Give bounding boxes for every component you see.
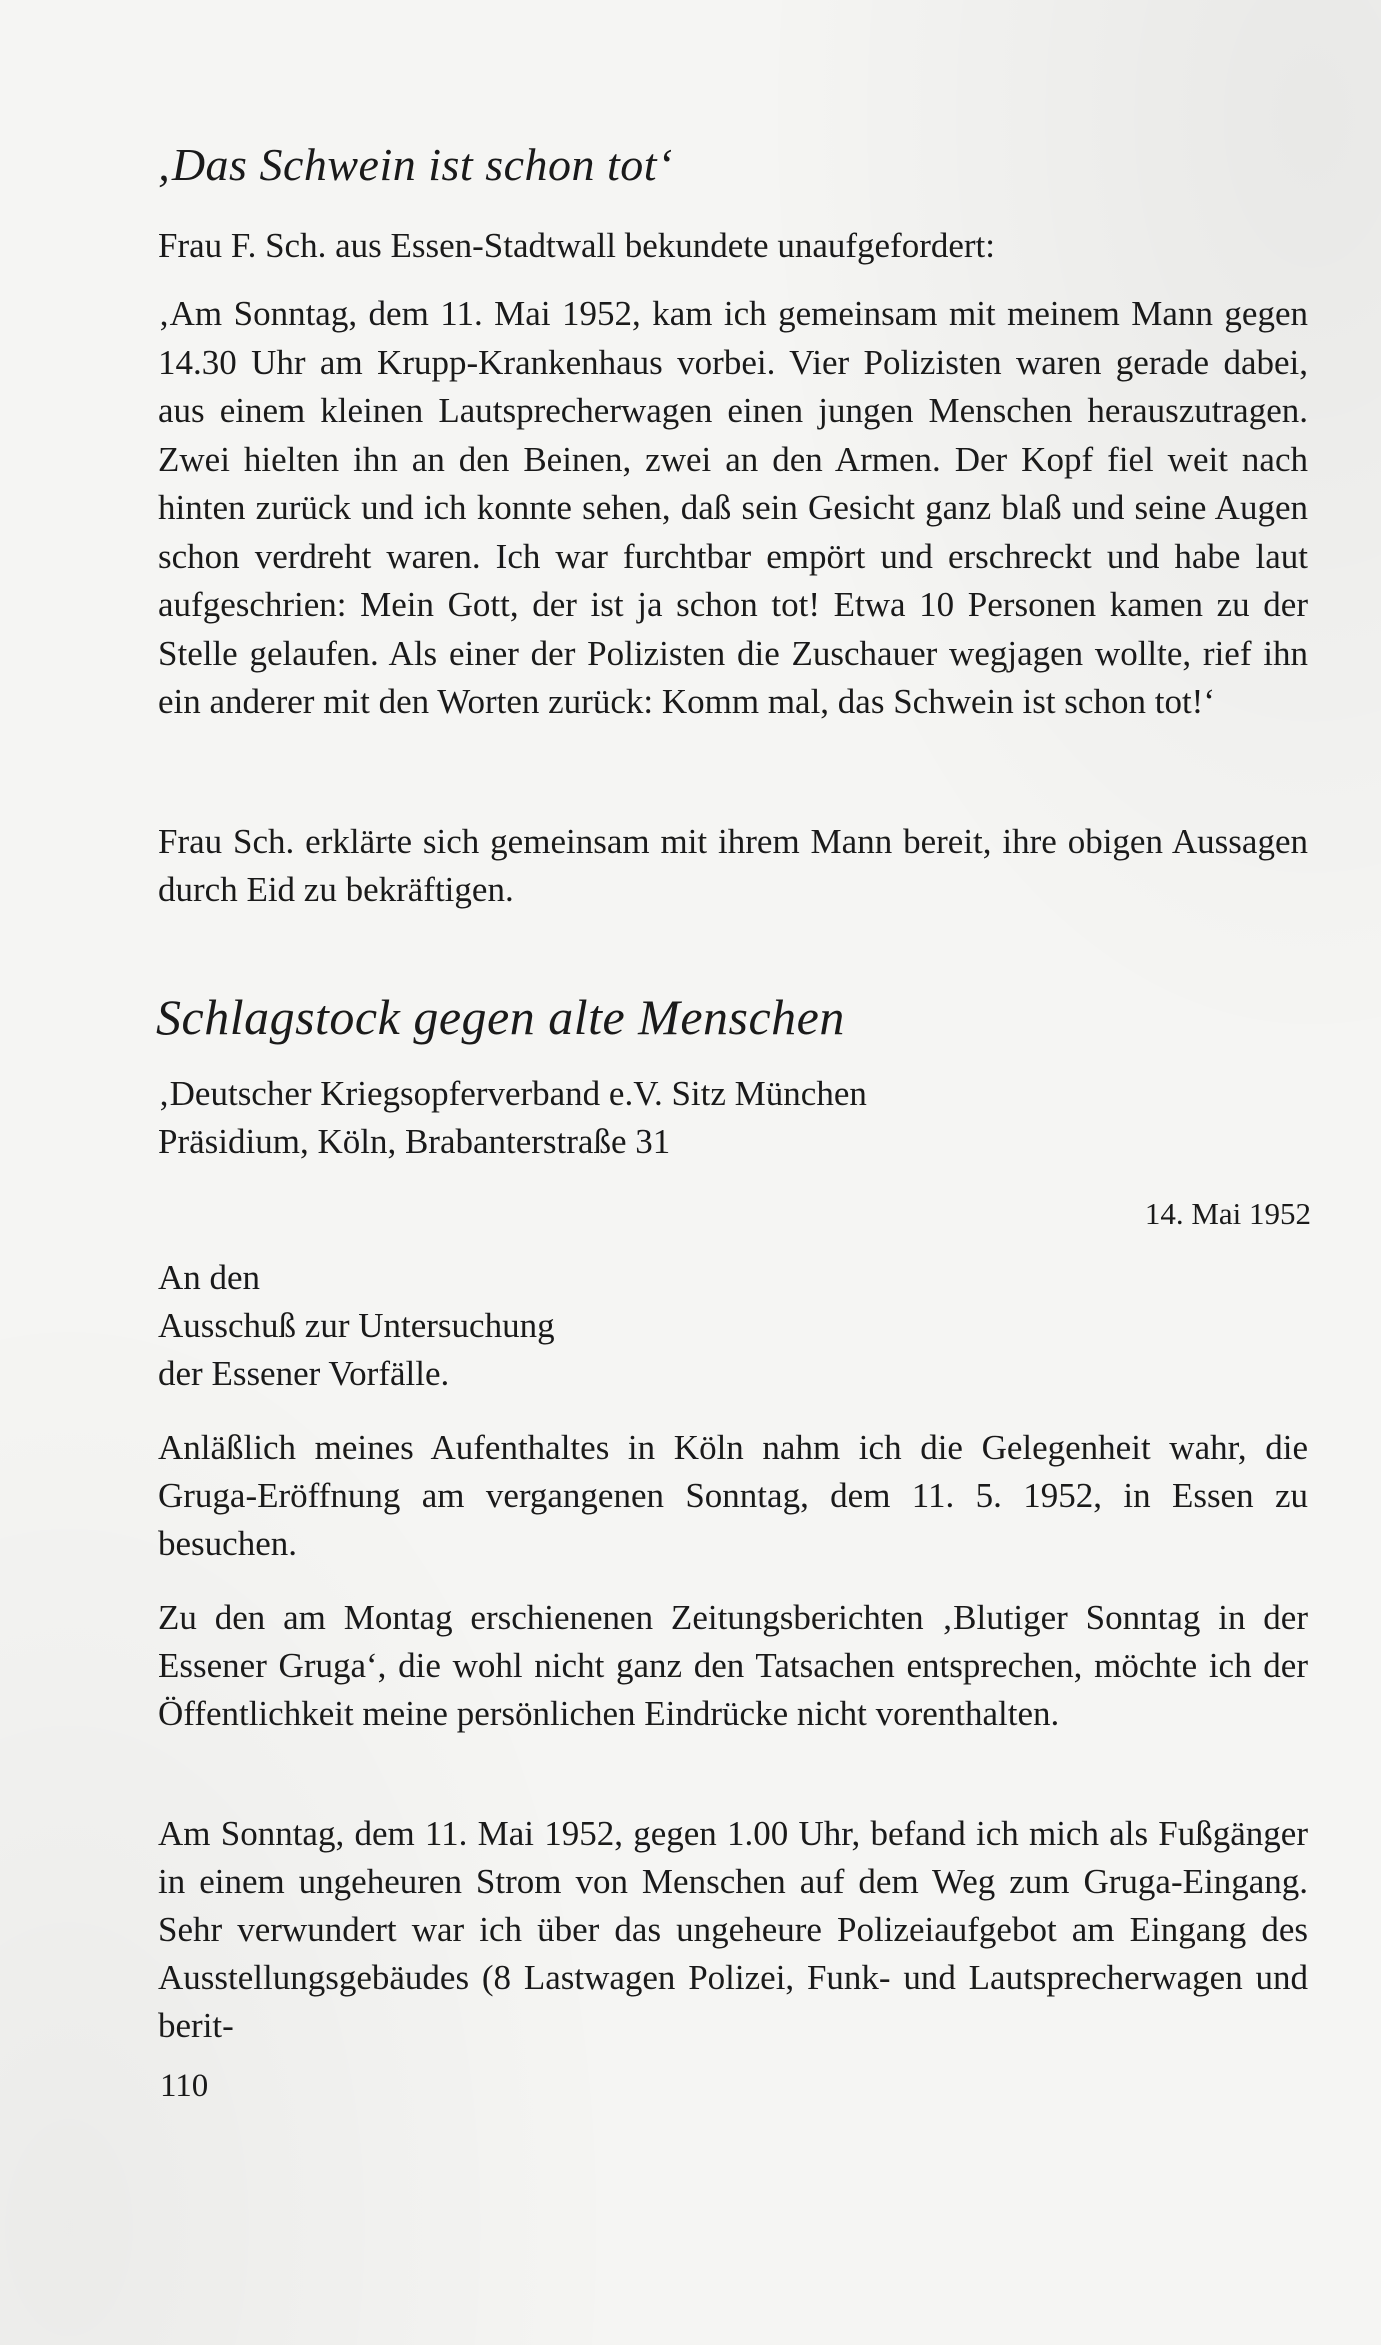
quote-paragraph: ‚Am Sonntag, dem 11. Mai 1952, kam ich gemeinsam mit meinem Mann gegen 14.30 Uhr am Krupp-Krankenhaus vorbei. Vier Polizisten waren gerade dabei, aus einem kleinen Lautsprecherwagen einen jungen Menschen herauszutragen. Zwei hielten ihn an den Beinen, zwei an den Armen. Der Kopf fiel weit nach hinten zurück und ich konnte sehen, daß sein Gesicht ganz blaß und seine Augen schon verdreht waren. Ich war furchtbar empört und erschreckt und habe laut aufgeschrien: Mein Gott, der ist ja schon tot! Etwa 10 Personen kamen zu der Stelle gelaufen. Als einer der Polizisten die Zuschauer wegjagen wollte, rief ihn ein anderer mit den Worten zurück: Komm mal, das Schwein ist schon tot!‘ xyxy=(158,294,1308,721)
closing-paragraph: Frau Sch. erklärte sich gemeinsam mit ihrem Mann bereit, ihre obigen Aussagen durch Eid zu bekräftigen. xyxy=(158,822,1308,909)
sender-line-1: ‚Deutscher Kriegsopferverband e.V. Sitz München xyxy=(158,1074,867,1113)
page-number: 110 xyxy=(160,2068,209,2104)
letter-paragraph-1: Anläßlich meines Aufenthaltes in Köln nahm ich die Gelegenheit wahr, die Gruga-Eröffnung am vergangenen Sonntag, dem 11. 5. 1952, in Essen zu besuchen. xyxy=(158,1428,1308,1563)
letter-paragraph-2: Zu den am Montag erschienenen Zeitungsberichten ‚Blutiger Sonntag in der Essener Gruga‘, die wohl nicht ganz den Tatsachen entsprechen, möchte ich der Öffentlichkeit meine persönlichen Eindrücke nicht vorenthalten. xyxy=(158,1598,1308,1733)
section-title-schlagstock: Schlagstock gegen alte Menschen xyxy=(156,989,845,1045)
recipient-line-2: Ausschuß zur Untersuchung xyxy=(158,1306,555,1345)
sender-line-2: Präsidium, Köln, Brabanterstraße 31 xyxy=(158,1122,671,1161)
section-title-schwein: ‚Das Schwein ist schon tot‘ xyxy=(156,139,673,190)
letter-paragraph-3: Am Sonntag, dem 11. Mai 1952, gegen 1.00 Uhr, befand ich mich als Fußgänger in einem ungeheuren Strom von Menschen auf dem Weg zum Gruga-Eingang. Sehr verwundert war ich über das ungeheure Polizeiaufgebot am Eingang des Ausstellungsgebäudes (8 Lastwagen Polizei, Funk- und Lautsprecherwagen und berit- xyxy=(158,1814,1308,2045)
intro-paragraph: Frau F. Sch. aus Essen-Stadtwall bekundete unaufgefordert: xyxy=(158,226,995,265)
recipient-line-3: der Essener Vorfälle. xyxy=(158,1354,450,1393)
letter-date: 14. Mai 1952 xyxy=(1144,1196,1311,1231)
recipient-line-1: An den xyxy=(158,1258,261,1297)
